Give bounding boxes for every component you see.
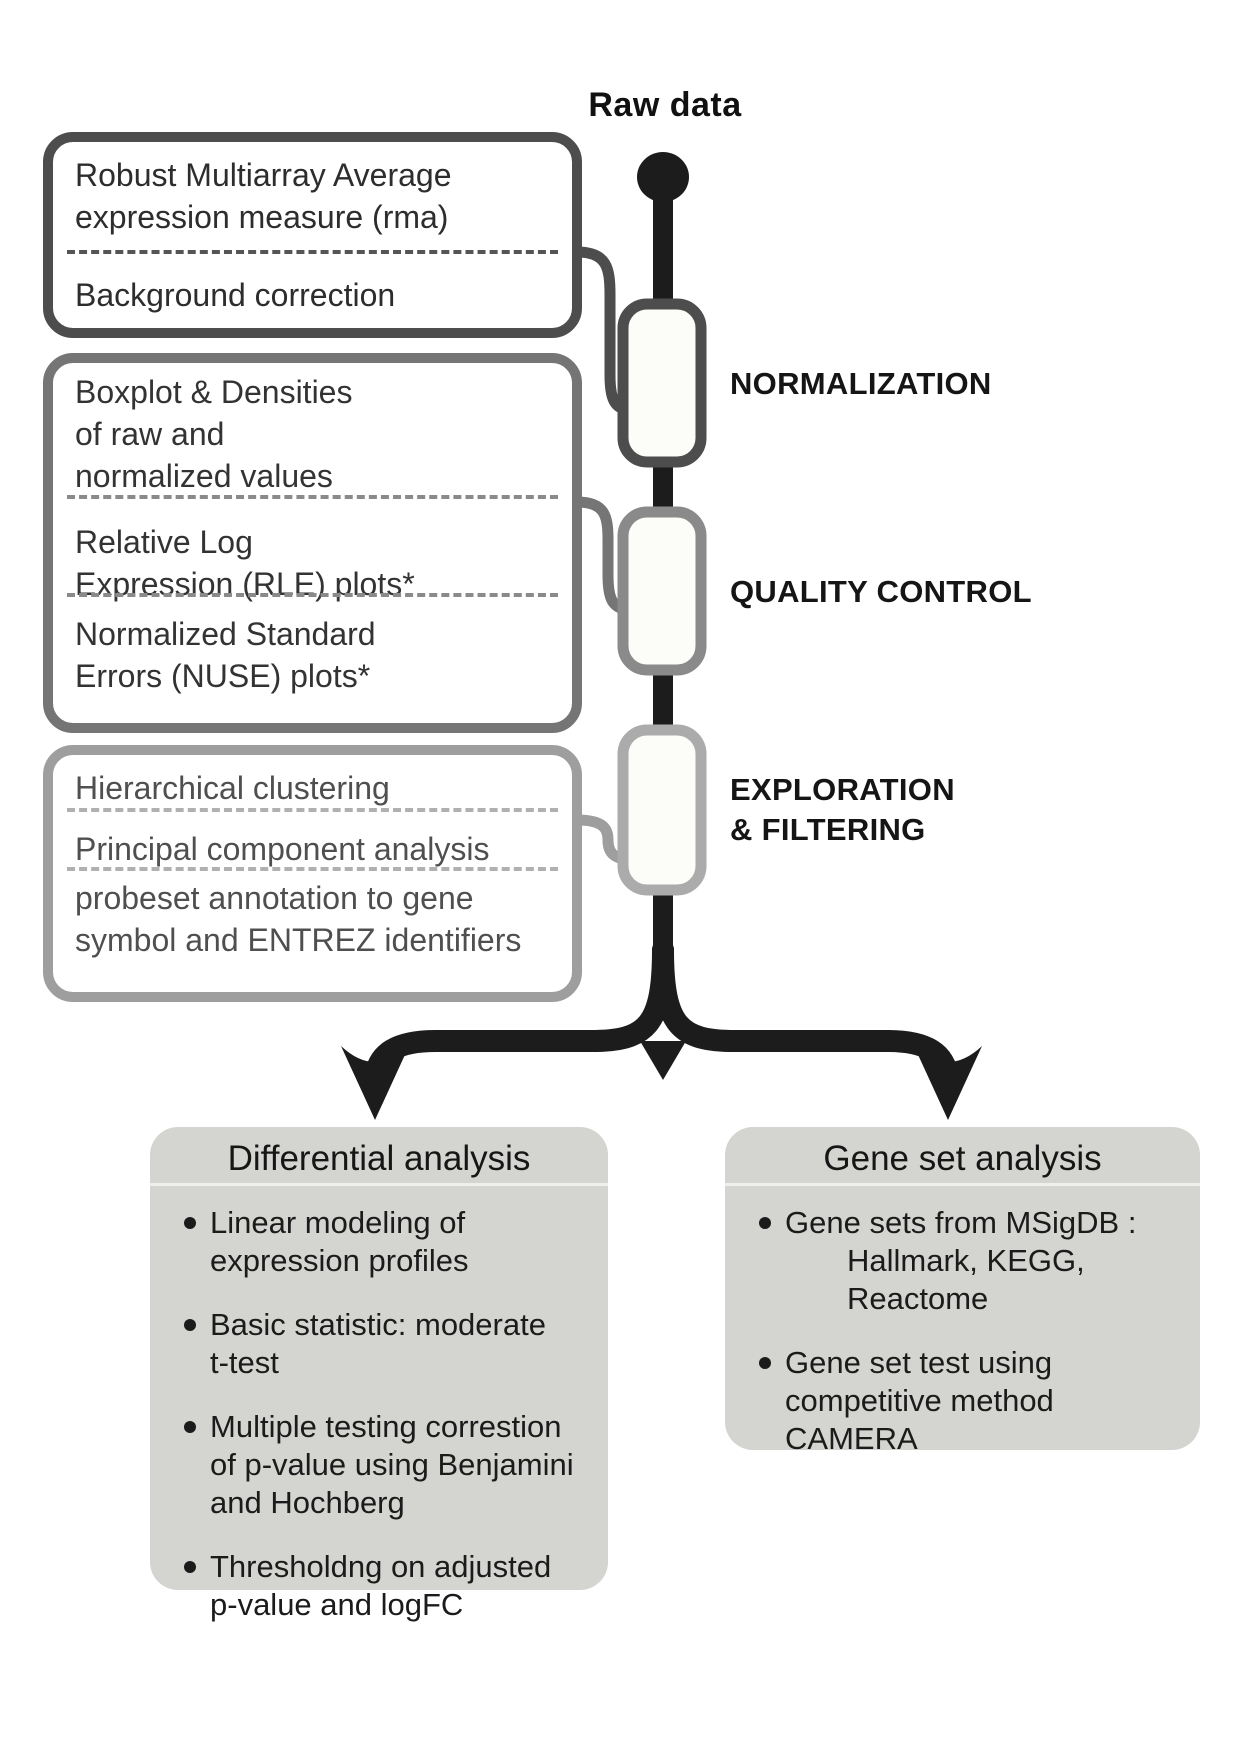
bullet-line: and Hochberg — [210, 1485, 405, 1520]
step-line: Hierarchical clustering — [75, 770, 390, 806]
node-quality-control — [623, 512, 701, 670]
bullet-line: Basic statistic: moderate — [210, 1307, 546, 1342]
step-nuse-plots — [53, 597, 572, 697]
node-exploration-filtering — [623, 730, 701, 890]
bullet-icon — [184, 1217, 196, 1229]
step-line: of raw and — [75, 416, 225, 452]
bullet-line: Hallmark, KEGG, — [847, 1243, 1085, 1278]
step-line: expression measure (rma) — [75, 199, 449, 235]
step-line: Relative Log — [75, 524, 253, 560]
gene-set-analysis-panel — [725, 1127, 1200, 1456]
bullet-line: Multiple testing correstion — [210, 1409, 562, 1444]
stage-label-line: & FILTERING — [730, 812, 926, 847]
exploration-steps-box — [43, 745, 582, 1002]
branch-right-line — [663, 950, 948, 1078]
stage-label-normalization: NORMALIZATION — [730, 366, 992, 401]
step-line: Robust Multiarray Average — [75, 157, 452, 193]
step-line: symbol and ENTREZ identifiers — [75, 922, 522, 958]
bullet-line: t-test — [210, 1345, 279, 1380]
list-item — [759, 1204, 1190, 1318]
panel-title: Differential analysis — [227, 1139, 531, 1178]
step-line: normalized values — [75, 458, 333, 494]
step-pca — [53, 812, 572, 867]
bullet-icon — [759, 1357, 771, 1369]
bullet-line: Gene sets from MSigDB : — [785, 1205, 1137, 1240]
stage-label-quality-control: QUALITY CONTROL — [730, 574, 1032, 609]
step-background-correction — [53, 254, 572, 316]
list-item — [184, 1204, 598, 1280]
list-item — [184, 1306, 598, 1382]
bullet-line: Gene set test using — [785, 1345, 1053, 1380]
step-line: Principal component analysis — [75, 831, 490, 867]
step-line: Errors (NUSE) plots* — [75, 658, 371, 694]
bullet-line: competitive method — [785, 1383, 1054, 1418]
step-line: probeset annotation to gene — [75, 880, 474, 916]
raw-data-label: Raw data — [588, 86, 742, 124]
list-item — [184, 1408, 598, 1522]
step-hierarchical-clustering — [53, 755, 572, 808]
branch-junction-notch — [640, 1041, 686, 1080]
step-probeset-annotation — [53, 871, 572, 961]
stage-label-exploration — [730, 770, 955, 850]
step-rma — [53, 142, 572, 250]
bullet-line: of p-value using Benjamini — [210, 1447, 574, 1482]
bullet-icon — [184, 1319, 196, 1331]
differential-analysis-panel — [150, 1127, 608, 1622]
bullet-icon — [184, 1561, 196, 1573]
step-line: Background correction — [75, 277, 396, 313]
node-normalization — [623, 304, 701, 462]
bullet-line: Reactome — [847, 1281, 989, 1316]
step-line: Normalized Standard — [75, 616, 376, 652]
bullet-line: expression profiles — [210, 1243, 469, 1278]
raw-data-dot — [637, 152, 689, 202]
step-rle-plots — [53, 499, 572, 602]
step-line: Boxplot & Densities — [75, 374, 353, 410]
list-item — [184, 1548, 598, 1624]
list-item — [759, 1344, 1190, 1458]
bullet-line: Thresholdng on adjusted — [210, 1549, 552, 1584]
bullet-list — [150, 1186, 608, 1624]
step-boxplot-densities — [53, 363, 572, 495]
bullet-line: CAMERA — [785, 1421, 918, 1456]
bullet-icon — [184, 1421, 196, 1433]
bullet-line: Linear modeling of — [210, 1205, 466, 1240]
stage-label-line: EXPLORATION — [730, 772, 955, 807]
bullet-list — [725, 1186, 1200, 1458]
bullet-line: p-value and logFC — [210, 1587, 464, 1622]
bullet-icon — [759, 1217, 771, 1229]
panel-title: Gene set analysis — [823, 1139, 1102, 1178]
normalization-steps-box — [43, 132, 582, 338]
quality-control-steps-box — [43, 353, 582, 733]
step-line: Expression (RLE) plots* — [75, 566, 415, 602]
